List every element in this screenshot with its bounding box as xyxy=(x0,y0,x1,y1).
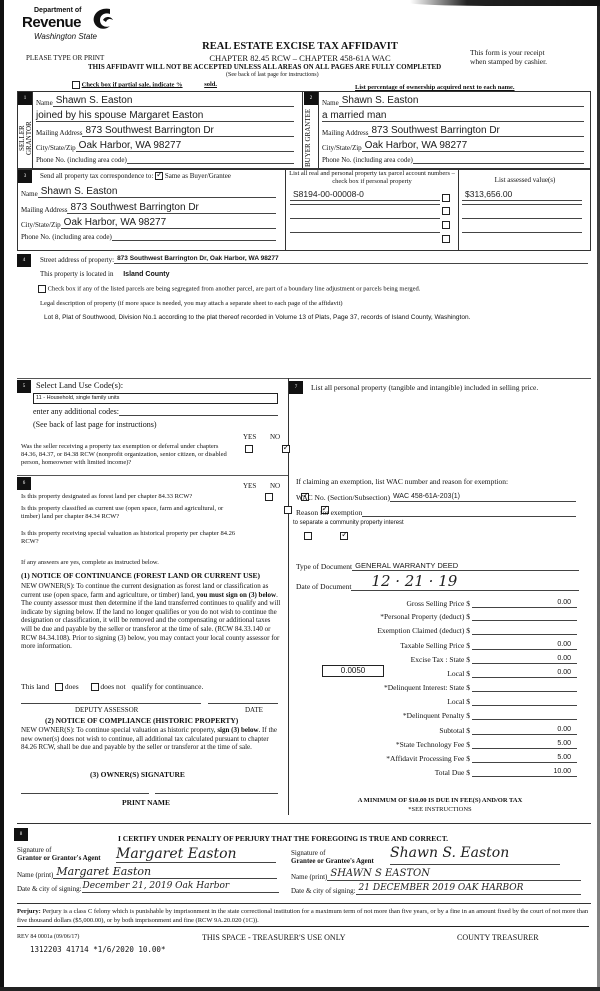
notice2-text-a: NEW OWNER(S): To continue special valuation as historic property, xyxy=(21,726,216,734)
tax-value[interactable] xyxy=(472,705,577,706)
parcel-divider-right xyxy=(458,169,459,251)
seller-address-label: Mailing Address xyxy=(36,129,83,137)
seller-name-row xyxy=(36,95,294,107)
buyer-city-row xyxy=(322,140,584,152)
wac-label: WAC No. (Section/Subsection) xyxy=(296,493,390,502)
section-number-2: 2 xyxy=(304,92,318,105)
doc-type-row xyxy=(296,561,579,571)
tax-label: Subtotal $ xyxy=(439,726,470,735)
tax-line-delinquent-local xyxy=(297,697,577,706)
local-rate-box[interactable]: 0.0050 xyxy=(322,665,384,677)
seller-phone-field[interactable] xyxy=(127,163,294,164)
tax-line-tech-fee xyxy=(297,739,577,749)
notice1-title: (1) NOTICE OF CONTINUANCE (FOREST LAND OR CURRENT USE) xyxy=(21,571,261,580)
mid-divider-top xyxy=(17,378,591,379)
qualify-label: qualify for continuance. xyxy=(131,682,204,691)
personal-property-checkbox[interactable] xyxy=(442,207,450,215)
exemption-claim-label: If claiming an exemption, list WAC number and reason for exemption: xyxy=(296,477,509,486)
assessed-value-field[interactable] xyxy=(462,204,582,205)
buyer-city-label: City/State/Zip xyxy=(322,144,362,152)
scan-edge-top xyxy=(410,0,600,6)
this-land-label: This land xyxy=(21,682,50,691)
corr-name-field[interactable]: Shawn S. Easton xyxy=(38,186,276,198)
seller-city-field[interactable]: Oak Harbor, WA 98277 xyxy=(76,140,294,152)
grantee-date-row xyxy=(291,883,581,895)
dor-logo xyxy=(20,4,130,44)
segregated-checkbox[interactable] xyxy=(38,285,46,293)
doc-type-field[interactable]: GENERAL WARRANTY DEED xyxy=(352,561,579,571)
forest-no-header: NO xyxy=(270,482,281,490)
tax-line-personal xyxy=(297,612,577,621)
certify-divider-top xyxy=(17,823,591,824)
tax-line-total-due xyxy=(297,767,577,777)
tax-value[interactable] xyxy=(472,691,577,692)
corr-phone-field[interactable] xyxy=(112,240,276,241)
tax-line-processing-fee xyxy=(297,753,577,763)
corr-address-label: Mailing Address xyxy=(21,206,68,214)
tax-line-exemption xyxy=(297,626,577,635)
grantee-sig-label xyxy=(291,849,374,865)
same-as-buyer-label: Same as Buyer/Grantee xyxy=(164,172,231,180)
grantor-date-row xyxy=(17,881,279,893)
owner-signature-line-2[interactable] xyxy=(155,793,278,794)
corr-city-row xyxy=(21,217,276,229)
reason-line[interactable] xyxy=(362,516,576,517)
exemption-no-checkbox[interactable] xyxy=(282,445,290,453)
additional-codes-row xyxy=(33,407,278,416)
reason-row xyxy=(296,508,576,517)
section-number-7: 7 xyxy=(289,381,303,394)
doc-type-label: Type of Document xyxy=(296,562,353,571)
section-number-3: 3 xyxy=(18,170,32,183)
tax-label: *Delinquent Penalty $ xyxy=(402,711,470,720)
buyer-phone-row xyxy=(322,156,584,164)
section-number-8: 8 xyxy=(14,828,28,841)
treasurer-stamp: 1312203 41714 *1/6/2020 10.00* xyxy=(30,945,166,954)
buyer-name-row xyxy=(322,95,584,107)
grantor-sig-label-1: Signature of xyxy=(17,846,52,854)
grantee-signature-field[interactable]: Shawn S. Easton xyxy=(390,845,560,865)
seller-phone-label: Phone No. (including area code) xyxy=(36,156,127,164)
owner-signature-title: (3) OWNER(S) SIGNATURE xyxy=(90,770,185,779)
perjury-notice xyxy=(17,908,589,927)
perjury-text: Perjury is a class C felony which is punishable by imprisonment in the state correctional institution for a maximum term of not more than five years, or by a fine in an amount fixed by the court of not more than five thousand dollars ($5,000.00), or by both imprisonment and fine (RCW 9A.20.020 (1C)). xyxy=(17,908,589,924)
parcel-number-field[interactable] xyxy=(290,204,440,205)
grantor-name-label: Name (print) xyxy=(17,871,54,879)
tax-value[interactable]: 0.00 xyxy=(472,654,577,664)
buyer-address-row xyxy=(322,125,584,137)
correspondence-send-label: Send all property tax correspondence to: xyxy=(40,172,154,180)
correspondence-send-row xyxy=(40,172,231,180)
forest-q2-yes-checkbox[interactable] xyxy=(284,506,292,514)
wac-row xyxy=(296,492,576,502)
corr-name-label: Name xyxy=(21,190,38,198)
does-label: does xyxy=(64,682,79,691)
same-as-buyer-checkbox[interactable] xyxy=(155,172,163,180)
notice2-text-bold: sign (3) below xyxy=(217,726,259,734)
grantee-date-label: Date & city of signing: xyxy=(291,887,356,895)
tax-line-subtotal xyxy=(297,725,577,735)
tax-label: Excise Tax : State $ xyxy=(410,655,470,664)
ownership-note: List percentage of ownership acquired next to each name. xyxy=(355,84,515,91)
parcel-row-1 xyxy=(290,189,513,199)
forest-yes-header: YES xyxy=(243,482,257,490)
corr-city-field[interactable]: Oak Harbor, WA 98277 xyxy=(61,217,276,229)
parcel-number-field[interactable] xyxy=(290,218,440,219)
corr-phone-label: Phone No. (including area code) xyxy=(21,233,112,241)
personal-property-checkbox[interactable] xyxy=(442,235,450,243)
segregated-row xyxy=(38,285,420,293)
buyer-name2-field[interactable]: a married man xyxy=(322,110,584,122)
form-chapters: CHAPTER 82.45 RCW – CHAPTER 458-61A WAC xyxy=(209,53,391,63)
tax-value[interactable]: 10.00 xyxy=(472,767,577,777)
buyer-side-label: BUYER GRANTEE xyxy=(304,108,312,168)
tax-value[interactable]: 0.00 xyxy=(472,640,577,650)
tax-label: *Delinquent Interest: State $ xyxy=(383,683,470,692)
parcel-divider-left xyxy=(285,169,286,251)
seller-side-label: SELLER GRANTOR xyxy=(18,121,33,155)
receipt-note-2: when stamped by cashier. xyxy=(470,57,548,66)
section-number-4: 4 xyxy=(17,254,31,267)
forest-q1: Is this property designated as forest land per chapter 84.33 RCW? xyxy=(21,493,193,500)
section-number-6: 6 xyxy=(17,477,31,490)
forest-q3: Is this property receiving special valuation as historical property per chapter 84.26 RCW? xyxy=(21,530,236,545)
grantor-sig-label-2: Grantor or Grantor's Agent xyxy=(17,854,101,862)
tax-value[interactable] xyxy=(472,620,577,621)
notice2-title: (2) NOTICE OF COMPLIANCE (HISTORIC PROPERTY) xyxy=(45,716,239,725)
personal-property-checkbox[interactable] xyxy=(442,194,450,202)
street-label: Street address of property: xyxy=(40,256,115,264)
deputy-sig-line[interactable] xyxy=(21,703,201,704)
seller-city-row xyxy=(36,140,294,152)
county-field[interactable]: Island County xyxy=(123,271,170,278)
see-back-note: (See back of last page for instructions) xyxy=(226,72,319,78)
tax-label: Gross Selling Price $ xyxy=(406,599,470,608)
buyer-tab-border xyxy=(318,91,319,169)
wac-field[interactable]: WAC 458-61A-203(1) xyxy=(390,492,576,502)
tax-label: Exemption Claimed (deduct) $ xyxy=(377,626,470,635)
buyer-name-label: Name xyxy=(322,99,339,107)
deputy-date-label: DATE xyxy=(245,706,263,714)
form-title: REAL ESTATE EXCISE TAX AFFIDAVIT xyxy=(202,41,398,52)
parcel-number-field[interactable]: S8194-00-00008-0 xyxy=(290,189,440,201)
parcel-number-field[interactable] xyxy=(290,232,440,233)
deputy-assessor-label: DEPUTY ASSESSOR xyxy=(75,706,139,714)
no-header: NO xyxy=(270,433,281,441)
section-number-5: 5 xyxy=(17,380,31,393)
exemption-yes-checkbox[interactable] xyxy=(245,445,253,453)
tax-value[interactable]: 0.00 xyxy=(472,668,577,678)
seller-name2-row xyxy=(36,110,294,122)
grantor-name-row xyxy=(17,866,277,879)
partial-sale-label: Check box if partial sale, indicate % xyxy=(81,81,183,89)
corr-address-row xyxy=(21,202,276,214)
tax-line-excise-state xyxy=(297,654,577,664)
does-qualify-checkbox[interactable] xyxy=(55,683,63,691)
if-yes-note: If any answers are yes, complete as instructed below. xyxy=(21,559,159,566)
partial-sale-sold: sold. xyxy=(204,81,218,89)
legal-label: Legal description of property (if more space is needed, you may attach a separate sheet to each page of the affidavit) xyxy=(40,300,343,307)
tax-label: Local $ xyxy=(447,697,470,706)
grantee-name-field[interactable]: SHAWN S EASTON xyxy=(327,868,581,881)
section6-divider xyxy=(17,475,288,476)
parcel-row-3 xyxy=(290,218,298,226)
tax-line-delinquent-state xyxy=(297,683,577,692)
tax-label: Local $ xyxy=(447,669,470,678)
print-name-label: PRINT NAME xyxy=(122,798,170,807)
tax-line-delinquent-penalty xyxy=(297,711,577,720)
perjury-bold: Perjury: xyxy=(17,908,41,915)
corr-address-field[interactable]: 873 Southwest Barrington Dr xyxy=(67,202,276,214)
tax-label: Total Due $ xyxy=(434,768,470,777)
rev-number: REV 84 0001a (09/06/17) xyxy=(17,934,80,940)
seller-phone-row xyxy=(36,156,294,164)
owner-signature-line[interactable] xyxy=(21,793,149,794)
tax-value[interactable] xyxy=(472,634,577,635)
buyer-name-field[interactable]: Shawn S. Easton xyxy=(339,95,584,107)
grantor-signature-field[interactable]: Margaret Easton xyxy=(116,846,276,863)
parties-divider xyxy=(302,91,303,169)
land-use-select[interactable]: 11 - Household, single family units xyxy=(33,393,278,404)
doc-date-row xyxy=(296,573,579,591)
receipt-note-1: This form is your receipt xyxy=(470,48,545,57)
notice2-text xyxy=(21,726,283,752)
scan-edge-bottom xyxy=(0,987,600,991)
assessed-header: List assessed value(s) xyxy=(494,176,556,184)
tax-label: *Personal Property (deduct) $ xyxy=(380,612,470,621)
notice1-text-bold: you must sign on (3) below xyxy=(196,590,277,599)
deputy-date-line[interactable] xyxy=(208,703,278,704)
tax-value[interactable]: 5.00 xyxy=(472,739,577,749)
exemption-question: Was the seller receiving a property tax exemption or deferral under chapters 84.36, 84.37, or 84.38 RCW (nonprofit organization, senior citizen, or disabled person, homeowner with limited income)? xyxy=(21,443,227,466)
grantor-name-field[interactable]: Margaret Easton xyxy=(53,866,277,879)
county-treasurer-label: COUNTY TREASURER xyxy=(457,933,539,942)
seller-address-row xyxy=(36,125,294,137)
forest-q3-no-checkbox[interactable] xyxy=(340,532,348,540)
parcel-row-4 xyxy=(290,232,298,240)
scan-edge-left xyxy=(0,0,4,991)
seller-name-field[interactable]: Shawn S. Easton xyxy=(53,95,294,107)
logo-name: Revenue xyxy=(22,14,82,31)
grantor-date-field[interactable]: December 21, 2019 Oak Harbor xyxy=(82,881,279,893)
buyer-city-field[interactable]: Oak Harbor, WA 98277 xyxy=(362,140,584,152)
does-not-label: does not xyxy=(100,682,126,691)
assessed-value-field[interactable] xyxy=(462,232,582,233)
certify-divider-bottom xyxy=(17,903,591,904)
grantee-name-label: Name (print) xyxy=(291,873,328,881)
reason-label: Reason for exemption xyxy=(296,508,363,517)
buyer-address-field[interactable]: 873 Southwest Barrington Dr xyxy=(368,125,584,137)
please-type: PLEASE TYPE OR PRINT xyxy=(26,54,105,62)
seller-address-field[interactable]: 873 Southwest Barrington Dr xyxy=(82,125,294,137)
doc-date-field[interactable]: 12 · 21 · 19 xyxy=(351,573,579,591)
street-row xyxy=(40,255,588,264)
continuance-row xyxy=(21,682,203,691)
form-warning: THIS AFFIDAVIT WILL NOT BE ACCEPTED UNLESS ALL AREAS ON ALL PAGES ARE FULLY COMPLETED xyxy=(88,63,442,71)
doc-date-label: Date of Document xyxy=(296,582,352,591)
forest-q1-yes-checkbox[interactable] xyxy=(265,493,273,501)
grantee-sig-label-1: Signature of xyxy=(291,849,326,857)
seller-city-label: City/State/Zip xyxy=(36,144,76,152)
land-use-label: Select Land Use Code(s): xyxy=(36,380,124,390)
grantee-date-field[interactable]: 21 DECEMBER 2019 OAK HARBOR xyxy=(356,883,581,895)
notice1-text xyxy=(21,582,283,651)
corr-city-label: City/State/Zip xyxy=(21,221,61,229)
tax-line-excise-local xyxy=(297,668,577,678)
land-use-see-back: (See back of last page for instructions) xyxy=(33,420,157,429)
yes-header: YES xyxy=(243,433,257,441)
tax-line-gross xyxy=(297,598,577,608)
additional-codes-label: enter any additional codes: xyxy=(33,407,119,416)
partial-sale-checkbox[interactable] xyxy=(72,81,80,89)
grantor-sig-label xyxy=(17,846,101,862)
dor-swirl-icon xyxy=(90,6,116,32)
seller-name-label: Name xyxy=(36,99,53,107)
tax-value[interactable]: 0.00 xyxy=(472,598,577,608)
grantor-date-label: Date & city of signing: xyxy=(17,885,82,893)
partial-sale-row xyxy=(72,81,217,89)
additional-codes-field[interactable] xyxy=(119,415,278,416)
reason-field[interactable]: to separate a community property interest xyxy=(293,520,404,526)
does-not-qualify-checkbox[interactable] xyxy=(91,683,99,691)
buyer-address-label: Mailing Address xyxy=(322,129,369,137)
tax-label: Taxable Selling Price $ xyxy=(400,641,470,650)
seller-name2-field[interactable]: joined by his spouse Margaret Easton xyxy=(36,110,294,122)
legal-description-field[interactable]: Lot 8, Plat of Southwood, Division No.1 according to the plat thereof recorded in Volume 13 of Plats, Page 37, records of Island County, Washington. xyxy=(44,314,471,321)
personal-property-checkbox[interactable] xyxy=(442,221,450,229)
certify-statement: I CERTIFY UNDER PENALTY OF PERJURY THAT THE FOREGOING IS TRUE AND CORRECT. xyxy=(118,834,449,843)
buyer-name2-row xyxy=(322,110,584,122)
grantee-sig-label-2: Grantee or Grantee's Agent xyxy=(291,857,374,865)
tax-value[interactable]: 5.00 xyxy=(472,753,577,763)
corr-name-row xyxy=(21,186,276,198)
segregated-label: Check box if any of the listed parcels are being segregated from another parcel, are part of a boundary line adjustment or parcels being merged. xyxy=(47,285,421,293)
forest-q2: Is this property classified as current use (open space, farm and agricultural, or timber) land per chapter 84.34 RCW? xyxy=(21,505,224,520)
tax-line-taxable xyxy=(297,640,577,650)
corr-phone-row xyxy=(21,233,276,241)
county-label: This property is located in xyxy=(40,270,114,278)
county-row xyxy=(40,270,170,278)
logo-dept: Department of xyxy=(34,7,82,14)
personal-property-label: List all personal property (tangible and intangible) included in selling price. xyxy=(311,383,539,392)
minimum-due-note: A MINIMUM OF $10.00 IS DUE IN FEE(S) AND/OR TAX xyxy=(357,797,523,804)
buyer-phone-field[interactable] xyxy=(413,163,584,164)
tax-label: *State Technology Fee $ xyxy=(395,740,470,749)
tax-value[interactable] xyxy=(472,719,577,720)
notice1-text-a: NEW OWNER(S): To continue the current designation as forest land or classification as current use (open space, farm and agriculture, or timber) land, xyxy=(21,582,269,599)
notice1-text-b: . The county assessor must then determine if the land transferred continues to qualify and will indicate by signing below. If the land no longer qualifies or you do not wish to continue the designation or classification, it will be removed and the compensating or additional taxes will be due and payable by the seller or transferor at the time of sale. (RCW 84.33.140 or RCW 84.34.108). Prior to signing (3) below, you may contact your local county assessor for more information. xyxy=(21,590,281,651)
logo-state: Washington State xyxy=(34,32,98,41)
tax-value[interactable]: 0.00 xyxy=(472,725,577,735)
street-field[interactable]: 873 Southwest Barrington Dr, Oak Harbor, WA 98277 xyxy=(114,255,588,264)
forest-q3-yes-checkbox[interactable] xyxy=(304,532,312,540)
assessed-value-field[interactable]: $313,656.00 xyxy=(462,189,582,201)
treasurer-space-label: THIS SPACE - TREASURER'S USE ONLY xyxy=(202,933,346,942)
assessed-value-field[interactable] xyxy=(462,218,582,219)
parcel-header: List all real and personal property tax parcel account numbers – check box if personal property xyxy=(289,170,455,185)
section-number-1: 1 xyxy=(18,92,32,105)
buyer-phone-label: Phone No. (including area code) xyxy=(322,156,413,164)
notice2-text-b: . If the new owner(s) does not wish to continue, all additional tax calculated pursuant to chapter 84.26 RCW, shall be due and payable by the seller or transferor at the time of sale. xyxy=(21,726,278,752)
see-instructions-note: *SEE INSTRUCTIONS xyxy=(408,806,472,813)
tax-label: *Affidavit Processing Fee $ xyxy=(386,754,470,763)
parcel-row-2 xyxy=(290,204,298,212)
grantee-name-row xyxy=(291,868,581,881)
